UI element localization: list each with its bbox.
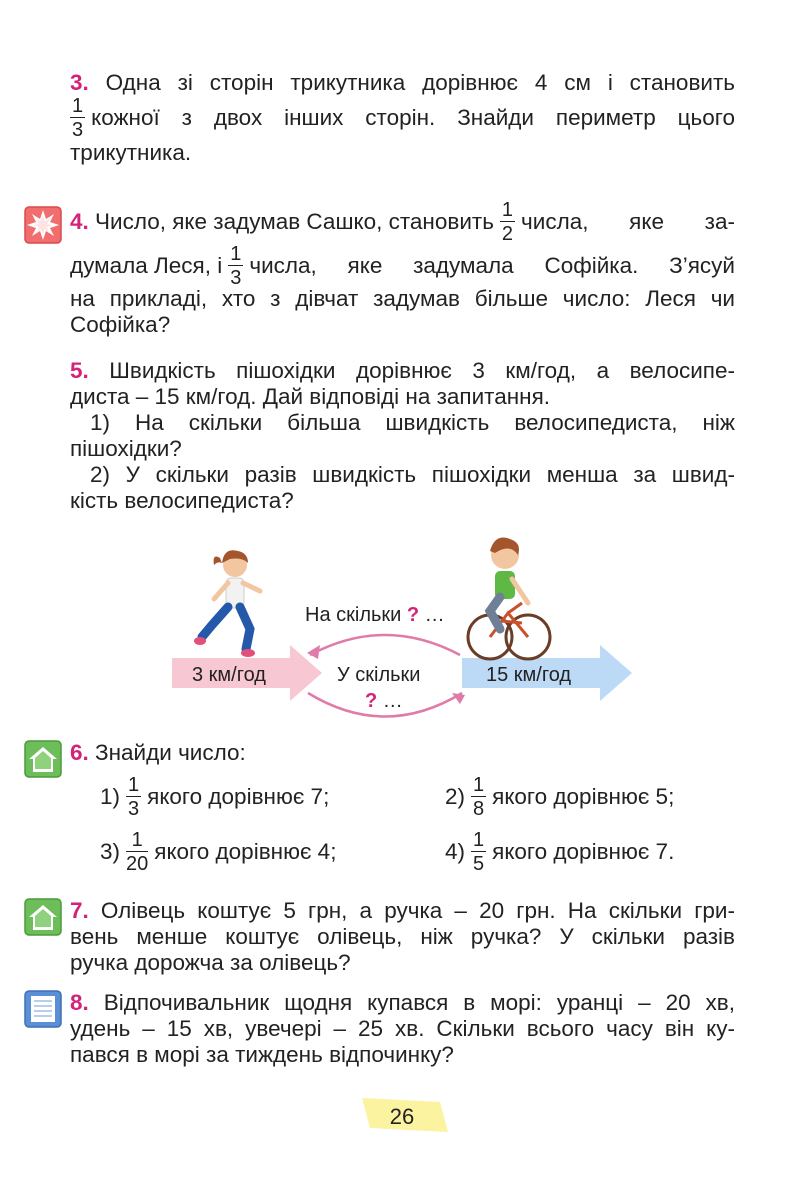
problem-text: пався в морі за тиждень відпочинку? [70,1042,454,1067]
question-2-cont: кість велосипедиста? [70,488,294,513]
girl-runner-icon [194,550,260,657]
p6-item-3: 3) $\frac{1}{20}$ якого дорівнює 4; [100,829,337,875]
left-speed-label: 3 км/год [192,664,266,686]
question-2: 2) У скільки разів швидкість пішохідки менша за швид- [90,462,735,487]
p6-item-4: 4) $\frac{1}{5}$ якого дорівнює 7. [445,829,675,875]
fraction: $\frac{1}{3}$ [128,774,140,820]
fraction: $\frac{1}{3}$ [72,95,84,141]
bottom-question-mark: ? … [365,690,403,712]
problem-text: вень менше коштує олівець, ніж ручка? У скільки разів [70,924,735,949]
fraction: $\frac{1}{3}$ [230,243,242,289]
problem-text: на прикладі, хто з дівчат задумав більше число: Леся чи [70,286,735,311]
home-icon [24,740,62,778]
fraction: $\frac{1}{20}$ [126,829,149,875]
top-question-label: На скільки ? … [305,604,445,626]
problem-number: 7. [70,898,89,923]
problem-text: Олівець коштує 5 грн, а ручка – 20 грн. На скільки гри- [100,898,735,923]
problem-4 [70,200,735,338]
problem-number: 4. [70,209,89,234]
question-1: 1) На скільки більша швидкість велосипедиста, ніж [90,410,735,435]
home-icon [24,898,62,936]
fraction: $\frac{1}{8}$ [473,774,485,820]
problem-text: думала Леся, і [70,253,223,278]
problem-number: 6. [70,740,89,765]
top-curve-arrow [310,635,460,655]
boy-cyclist-icon [468,538,550,660]
problem-number: 8. [70,990,89,1015]
problem-text: удень – 15 хв, увечері – 25 хв. Скільки всього часу він ку- [70,1016,735,1041]
problem-3 [70,70,735,166]
problem-6-title [70,740,735,766]
fraction: $\frac{1}{2}$ [501,199,514,245]
problem-text: числа, яке задумала Софійка. З’ясуй [249,253,735,278]
problem-4-line-2 [70,244,735,288]
problem-5-line-1 [70,358,735,384]
problem-7-line-1 [70,898,735,924]
problem-number: 3. [70,70,89,95]
problem-text: трикутника. [70,140,192,165]
speed-illustration [150,525,650,725]
p6-item-1: 1) $\frac{1}{3}$ якого дорівнює 7; [100,774,330,820]
problem-text: ручка дорожча за олівець? [70,950,351,975]
fraction: $\frac{1}{5}$ [473,829,485,875]
problem-text: числа, яке за- [521,209,735,234]
problem-text: диста – 15 км/год. Дай відповіді на запитання. [70,384,551,409]
problem-8-line-1 [70,990,735,1016]
problem-text: Знайди число: [95,740,246,765]
question-1-cont: пішохідки? [70,436,182,461]
problem-text: Одна зі сторін трикутника дорівнює 4 см і становить [105,70,735,95]
page-number-badge [360,1094,450,1136]
star-burst-icon [24,206,62,244]
page-number: 26 [389,1104,415,1129]
problem-text: Число, яке задумав Сашко, становить [95,209,494,234]
problem-5 [70,358,735,514]
problem-6 [70,740,735,766]
notebook-icon [24,990,62,1028]
problem-text: Швидкість пішохідки дорівнює 3 км/год, а велосипе- [109,358,735,383]
problem-3-line-1 [70,70,735,96]
problem-3-line-2 [70,96,735,140]
problem-8 [70,990,735,1068]
problem-7 [70,898,735,976]
right-speed-label: 15 км/год [486,664,572,686]
p6-item-2: 2) $\frac{1}{8}$ якого дорівнює 5; [445,774,675,820]
problem-text: кожної з двох інших сторін. Знайди периметр цього [91,105,735,130]
problem-text: Софійка? [70,312,171,337]
bottom-question-label: У скільки [337,664,421,686]
problem-number: 5. [70,358,89,383]
problem-text: Відпочивальник щодня купався в морі: уранці – 20 хв, [103,990,735,1015]
problem-4-line-1 [70,200,735,244]
